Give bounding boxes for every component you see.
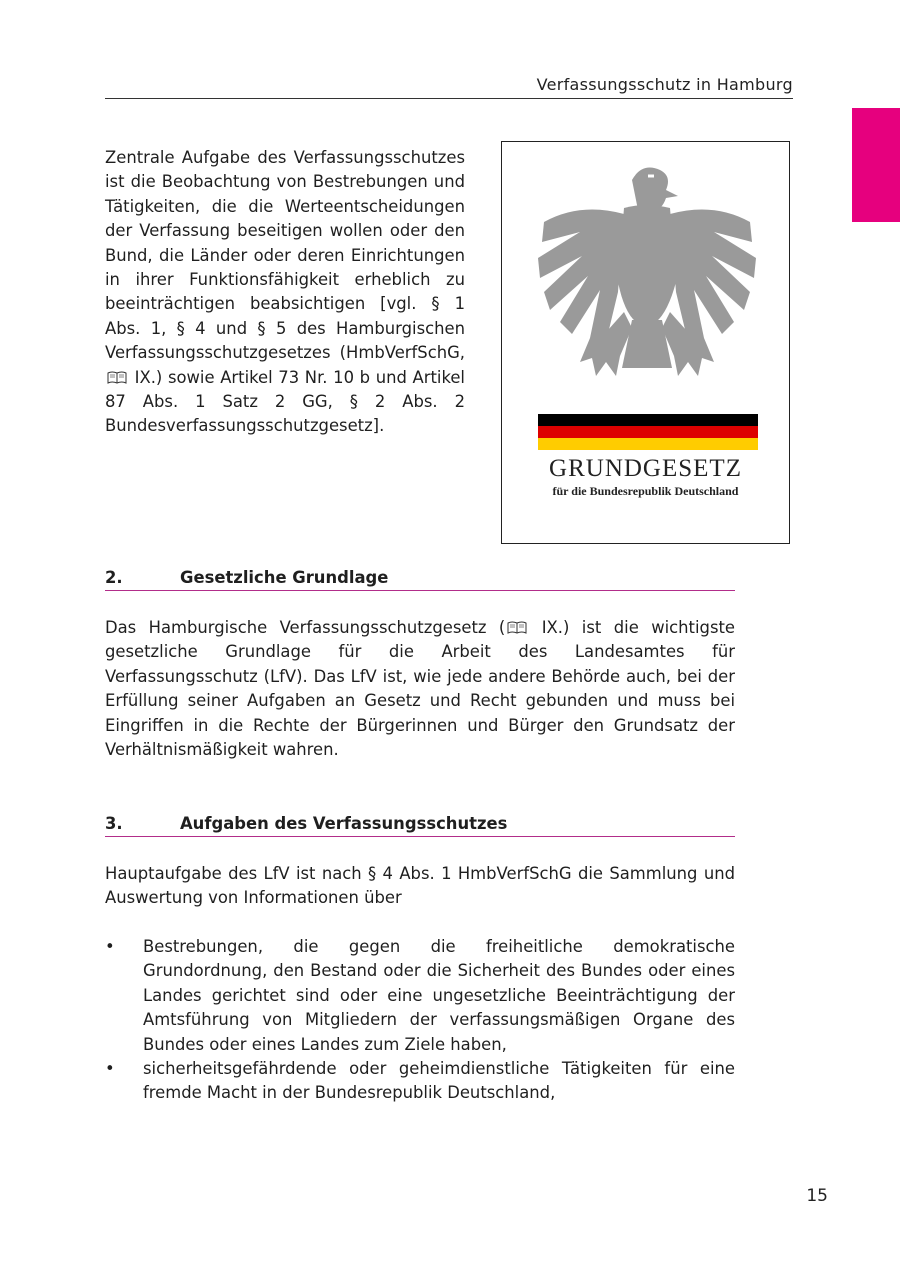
book-icon — [507, 621, 527, 634]
list-item-text: sicherheitsgefährdende oder geheimdienstliche Tätigkeiten für eine fremde Macht in der Bundesrepublik Deutschland, — [143, 1059, 735, 1103]
header-title: Verfassungsschutz in Hamburg — [536, 75, 793, 94]
section-3-title: Aufgaben des Verfassungsschutzes — [180, 814, 508, 833]
section-2-paragraph — [105, 616, 735, 762]
german-flag — [538, 414, 758, 450]
bullet-icon: • — [105, 1059, 115, 1079]
page-number: 15 — [806, 1186, 828, 1206]
federal-eagle-icon — [520, 162, 772, 412]
emblem-subtitle: für die Bundesrepublik Deutschland — [552, 484, 739, 498]
section-3-intro: Hauptaufgabe des LfV ist nach § 4 Abs. 1 HmbVerfSchG die Sammlung und Auswertung von Informationen über — [105, 864, 735, 908]
list-item — [105, 935, 735, 1057]
intro-text-b: IX.) sowie Artikel 73 Nr. 10 b und Artikel 87 Abs. 1 Satz 2 GG, § 2 Abs. 2 Bundesverfassungsschutzgesetz]. — [105, 367, 465, 436]
flag-stripe-red — [538, 426, 758, 438]
flag-stripe-black — [538, 414, 758, 426]
grundgesetz-emblem — [501, 141, 790, 544]
section-2-text-a: Das Hamburgische Verfassungsschutzgesetz ( — [105, 618, 506, 637]
intro-paragraph — [105, 146, 465, 439]
bullet-icon: • — [105, 937, 115, 956]
emblem-title: GRUNDGESETZ — [549, 455, 742, 482]
book-icon — [107, 371, 127, 384]
section-3-heading — [105, 814, 735, 837]
list-item — [105, 1057, 735, 1106]
section-2-text-b: IX.) ist die wichtigste gesetzliche Grundlage für die Arbeit des Landesamtes für Verfassungsschutz (LfV). Das LfV ist, wie jede andere Behörde auch, bei der Erfüllung seiner Aufgaben an Gesetz und Recht gebunden und muss bei Eingriffen in die Rechte der Bürgerinnen und Bürger den Grundsatz der Verhältnismäßigkeit wahren. — [105, 618, 735, 760]
intro-text-a: Zentrale Aufgabe des Verfassungsschutzes ist die Beobachtung von Bestrebungen und Tätigkeiten, die die Werteentscheidungen der Verfassung beseitigen wollen oder den Bund, die Länder oder deren Einrichtungen in ihrer Funktionsfähigkeit erheblich zu beeinträchtigen beabsichtigen [vgl. § 1 Abs. 1, § 4 und § 5 des Hamburgischen Verfassungsschutzgesetzes (HmbVerfSchG, — [105, 148, 465, 363]
section-2-title: Gesetzliche Grundlage — [180, 568, 389, 587]
section-3-number: 3. — [105, 814, 123, 833]
section-2-number: 2. — [105, 568, 123, 587]
task-list — [105, 935, 735, 1106]
flag-stripe-gold — [538, 438, 758, 450]
list-item-text: Bestrebungen, die gegen die freiheitliche demokratische Grundordnung, den Bestand oder die Sicherheit des Bundes oder eines Landes gerichtet sind oder eine ungesetzliche Beeinträchtigung der Amtsführung von Mitgliedern der verfassungsmäßigen Organe des Bundes oder eines Landes zum Ziele haben, — [143, 937, 735, 1054]
section-2-heading — [105, 568, 735, 591]
header-rule — [105, 98, 793, 99]
chapter-tab-marker — [852, 108, 900, 222]
